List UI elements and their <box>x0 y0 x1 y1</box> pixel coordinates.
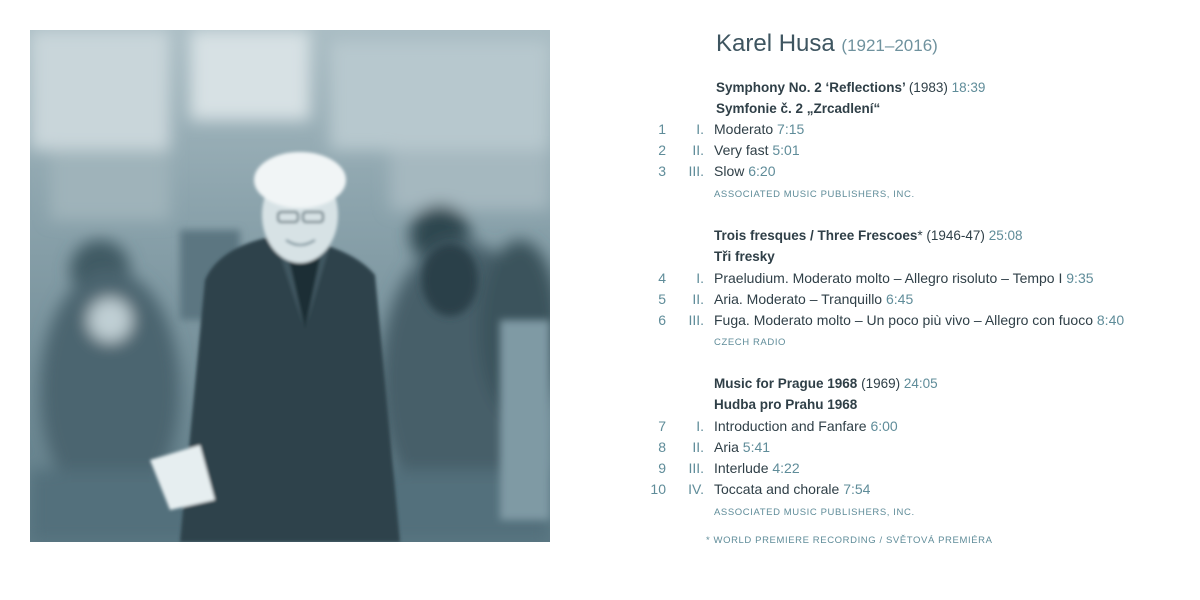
work-subtitle: Tři fresky <box>714 249 775 264</box>
track-title: Aria. Moderato – Tranquillo <box>714 291 883 307</box>
track-number: 9 <box>658 460 666 476</box>
composer-name: Karel Husa <box>716 30 835 57</box>
track-number: 4 <box>658 270 666 286</box>
work-subtitle: Symfonie č. 2 „Zrcadlení“ <box>716 101 881 116</box>
movement-number: III. <box>688 460 704 476</box>
work-name: Music for Prague 1968 <box>714 376 858 391</box>
track-duration: 5:41 <box>742 439 771 455</box>
track-duration: 6:45 <box>885 291 914 307</box>
movement-number: III. <box>688 312 704 328</box>
publisher-credit: CZECH RADIO <box>714 337 787 348</box>
track-title: Introduction and Fanfare <box>714 418 867 434</box>
work-year: (1946-47) <box>926 228 985 243</box>
composer-years: (1921–2016) <box>841 36 938 55</box>
premiere-footnote: * WORLD PREMIERE RECORDING / SVĚTOVÁ PREMIÉRA <box>706 535 993 546</box>
movement-number: I. <box>696 121 704 137</box>
work-duration: 18:39 <box>951 80 986 95</box>
track-number: 2 <box>658 142 666 158</box>
work-year: (1969) <box>861 376 901 391</box>
track-title: Praeludium. Moderato molto – Allegro risoluto – Tempo I <box>714 270 1063 286</box>
work-year: (1983) <box>908 80 948 95</box>
work-duration: 24:05 <box>903 376 938 391</box>
track-duration: 8:40 <box>1096 312 1125 328</box>
composer-photo <box>30 30 550 542</box>
work-subtitle: Hudba pro Prahu 1968 <box>714 397 858 412</box>
track-duration: 6:00 <box>870 418 898 434</box>
track-duration: 9:35 <box>1066 270 1094 286</box>
publisher-credit: ASSOCIATED MUSIC PUBLISHERS, INC. <box>714 507 915 518</box>
work-title <box>716 80 985 95</box>
work-title <box>714 376 938 391</box>
track-duration: 7:15 <box>777 121 805 137</box>
movement-number: II. <box>692 439 704 455</box>
composer-heading <box>716 30 938 58</box>
track-title: Toccata and chorale <box>714 481 840 497</box>
track-number: 5 <box>658 291 666 307</box>
work-duration: 25:08 <box>988 228 1023 243</box>
publisher-credit: ASSOCIATED MUSIC PUBLISHERS, INC. <box>714 189 915 200</box>
track-title: Aria <box>714 439 739 455</box>
track-duration: 4:22 <box>772 460 800 476</box>
premiere-marker: * <box>917 228 923 243</box>
track-duration: 6:20 <box>748 163 776 179</box>
work-name: Trois fresques / Three Frescoes <box>714 228 918 243</box>
movement-number: III. <box>688 163 704 179</box>
movement-number: IV. <box>688 481 704 497</box>
track-number: 7 <box>658 418 666 434</box>
movement-number: I. <box>696 270 704 286</box>
work-name: Symphony No. 2 ‘Reflections’ <box>716 80 906 95</box>
track-title: Slow <box>714 163 745 179</box>
track-title: Fuga. Moderato molto – Un poco più vivo – Allegro con fuoco <box>714 312 1093 328</box>
track-number: 10 <box>650 481 666 497</box>
work-title <box>714 228 1022 243</box>
movement-number: II. <box>692 291 704 307</box>
track-title: Interlude <box>714 460 769 476</box>
track-title: Moderato <box>714 121 774 137</box>
movement-number: II. <box>692 142 704 158</box>
movement-number: I. <box>696 418 704 434</box>
track-duration: 5:01 <box>772 142 800 158</box>
track-number: 1 <box>658 121 666 137</box>
track-duration: 7:54 <box>843 481 871 497</box>
track-number: 3 <box>658 163 666 179</box>
track-number: 6 <box>658 312 666 328</box>
track-number: 8 <box>658 439 666 455</box>
track-title: Very fast <box>714 142 769 158</box>
